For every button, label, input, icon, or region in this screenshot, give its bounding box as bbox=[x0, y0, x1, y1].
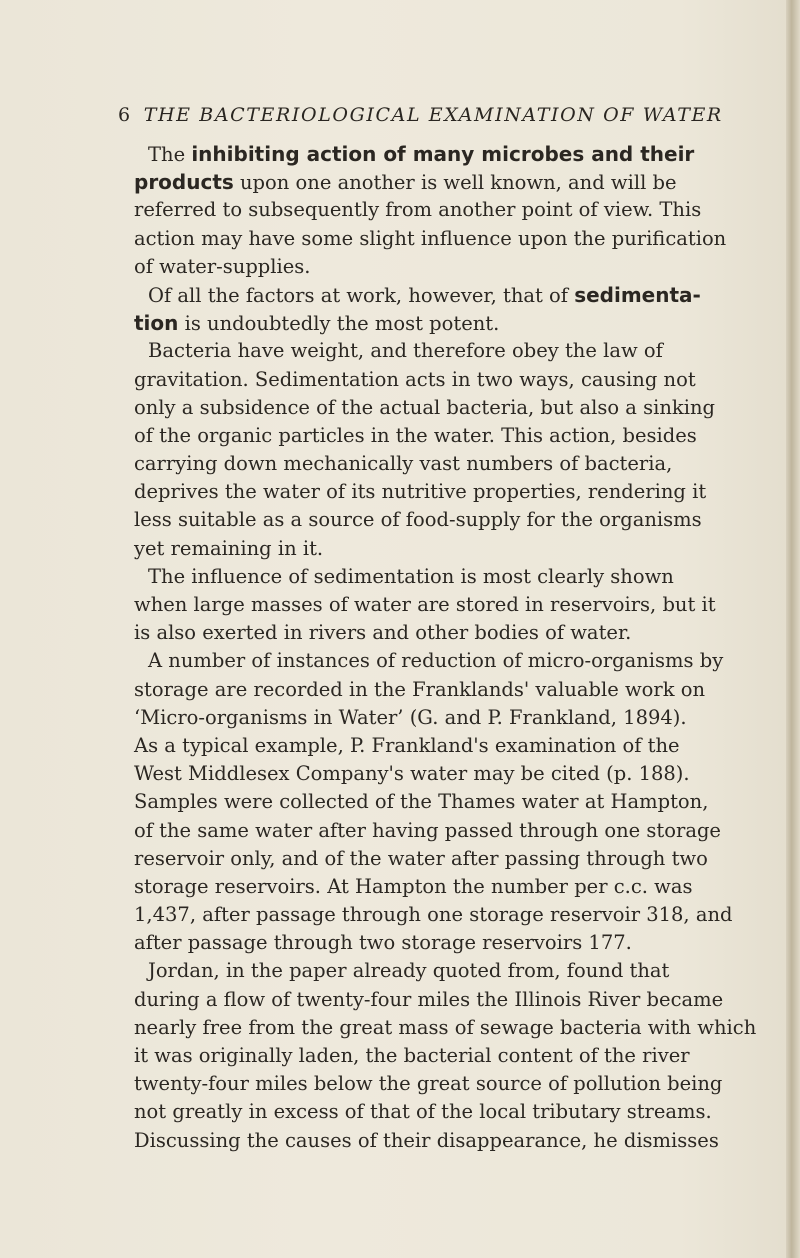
text-line bbox=[134, 309, 764, 337]
text-line bbox=[134, 450, 764, 478]
text-line bbox=[134, 986, 764, 1014]
text-line bbox=[134, 788, 764, 816]
text-line bbox=[134, 1070, 764, 1098]
text-run: Samples were collected of the Thames water at Hampton, bbox=[134, 790, 709, 814]
text-line bbox=[134, 422, 764, 450]
text-line bbox=[134, 901, 764, 929]
text-run: of the organic particles in the water. This action, besides bbox=[134, 423, 697, 447]
text-line bbox=[134, 957, 764, 985]
text-run: Of all the factors at work, however, that of bbox=[148, 283, 575, 307]
text-line bbox=[134, 140, 764, 168]
text-line bbox=[134, 196, 764, 224]
text-run: yet remaining in it. bbox=[134, 536, 324, 560]
text-run: only a subsidence of the actual bacteria, but also a sinking bbox=[134, 395, 715, 419]
text-line bbox=[134, 366, 764, 394]
text-line bbox=[134, 535, 764, 563]
text-run: Discussing the causes of their disappearance, he dismisses bbox=[134, 1128, 719, 1152]
text-run: it was originally laden, the bacterial content of the river bbox=[134, 1044, 690, 1067]
text-run: after passage through two storage reservoirs 177. bbox=[134, 931, 632, 955]
text-line bbox=[134, 845, 764, 873]
text-run: reservoir only, and of the water after passing through two bbox=[134, 846, 708, 870]
text-line bbox=[134, 1127, 764, 1155]
text-line bbox=[134, 506, 764, 534]
text-run: when large masses of water are stored in reservoirs, but it bbox=[134, 593, 716, 616]
text-line bbox=[134, 337, 764, 365]
text-run: ‘Micro-organisms in Water’ (G. and P. Frankland, 1894). bbox=[134, 705, 687, 729]
text-run: storage reservoirs. At Hampton the number per c.c. was bbox=[134, 874, 693, 898]
body-text bbox=[134, 140, 764, 1155]
text-line bbox=[134, 817, 764, 845]
text-line bbox=[134, 929, 764, 957]
text-run: As a typical example, P. Frankland's examination of the bbox=[134, 733, 680, 757]
text-run: upon one another is well known, and will be bbox=[233, 171, 677, 195]
text-run: carrying down mechanically vast numbers of bacteria, bbox=[134, 452, 673, 476]
text-line bbox=[134, 732, 764, 760]
text-run: West Middlesex Company's water may be cited (p. 188). bbox=[134, 762, 690, 786]
text-line bbox=[134, 168, 764, 196]
text-run: is undoubtedly the most potent. bbox=[178, 312, 500, 336]
running-title: THE BACTERIOLOGICAL EXAMINATION OF WATER bbox=[143, 104, 723, 126]
text-run: not greatly in excess of that of the local tributary streams. bbox=[134, 1100, 712, 1124]
text-line bbox=[134, 619, 764, 647]
text-run: is also exerted in rivers and other bodies of water. bbox=[134, 621, 632, 645]
text-run: of the same water after having passed through one storage bbox=[134, 818, 721, 842]
text-run: Bacteria have weight, and therefore obey the law of bbox=[148, 339, 663, 363]
text-line bbox=[134, 281, 764, 309]
text-run: The bbox=[148, 143, 192, 166]
text-run: nearly free from the great mass of sewage bacteria with which bbox=[134, 1015, 757, 1039]
bold-term: products bbox=[134, 170, 234, 195]
text-line bbox=[134, 253, 764, 281]
text-run: The influence of sedimentation is most clearly shown bbox=[148, 564, 674, 588]
text-run: A number of instances of reduction of micro-organisms by bbox=[148, 649, 724, 673]
text-run: action may have some slight influence upon the purification bbox=[134, 226, 727, 250]
text-run: gravitation. Sedimentation acts in two ways, causing not bbox=[134, 367, 696, 391]
running-header bbox=[118, 104, 758, 126]
text-line bbox=[134, 1042, 764, 1070]
bold-term: sedimenta- bbox=[574, 282, 701, 307]
text-line bbox=[134, 1098, 764, 1126]
text-run: storage are recorded in the Franklands' valuable work on bbox=[134, 677, 706, 701]
text-line bbox=[134, 1014, 764, 1042]
text-line bbox=[134, 647, 764, 675]
page-number: 6 bbox=[118, 104, 132, 126]
text-run: deprives the water of its nutritive properties, rendering it bbox=[134, 480, 707, 504]
text-run: Jordan, in the paper already quoted from, found that bbox=[148, 959, 670, 983]
page-edge bbox=[786, 0, 800, 1258]
text-run: twenty-four miles below the great source of pollution being bbox=[134, 1072, 723, 1096]
text-line bbox=[134, 760, 764, 788]
text-line bbox=[134, 873, 764, 901]
text-run: referred to subsequently from another point of view. This bbox=[134, 198, 702, 222]
text-line bbox=[134, 704, 764, 732]
bold-term: inhibiting action of many microbes and their bbox=[191, 142, 695, 166]
text-run: during a flow of twenty-four miles the Illinois River became bbox=[134, 987, 724, 1011]
text-line bbox=[134, 591, 764, 619]
text-line bbox=[134, 394, 764, 422]
text-line bbox=[134, 676, 764, 704]
bold-term: tion bbox=[134, 311, 179, 336]
text-run: less suitable as a source of food-supply for the organisms bbox=[134, 508, 702, 532]
text-line bbox=[134, 225, 764, 253]
text-line bbox=[134, 563, 764, 591]
text-run: 1,437, after passage through one storage reservoir 318, and bbox=[134, 903, 733, 927]
text-run: of water-supplies. bbox=[134, 254, 311, 278]
text-line bbox=[134, 478, 764, 506]
